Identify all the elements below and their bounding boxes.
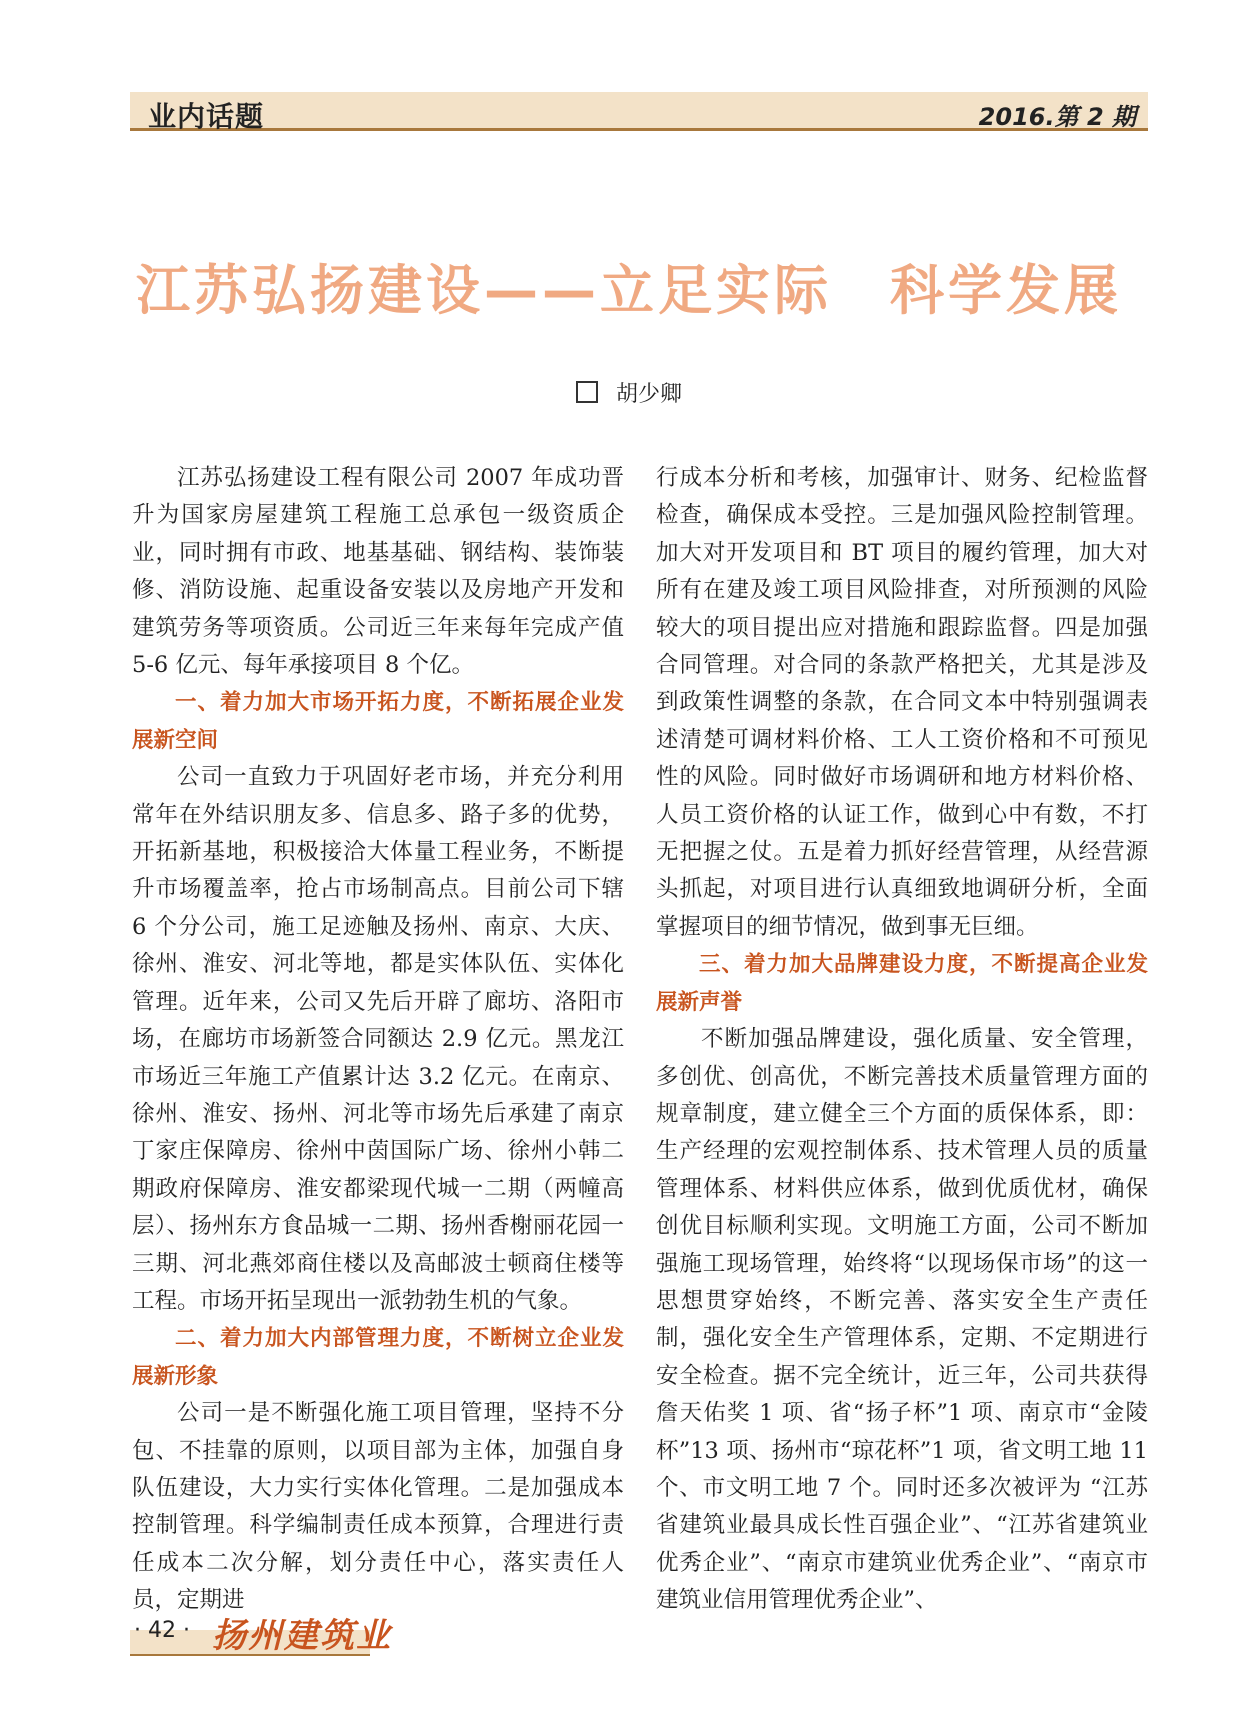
byline (0, 377, 1258, 408)
issue-label: 2016.第 2 期 (978, 103, 1136, 131)
section-heading: 一、着力加大市场开拓力度，不断拓展企业发展新空间 (132, 690, 624, 753)
article-title: 江苏弘扬建设——立足实际 科学发展 (136, 259, 1122, 322)
section-heading: 二、着力加大内部管理力度，不断树立企业发展新形象 (132, 1326, 624, 1389)
left-column (132, 460, 624, 1620)
paragraph: 公司一直致力于巩固好老市场，并充分利用常年在外结识朋友多、信息多、路子多的优势，开拓新基地，积极接洽大体量工程业务，不断提升市场覆盖率，抢占市场制高点。目前公司下辖 6 个分公司，施工足迹触及扬州、南京、大庆、徐州、淮安、河北等地，都是实体队伍、实体化管理。近年来，公司又先后开辟了廊坊、洛阳市场，在廊坊市场新签合同额达 2.9 亿元。黑龙江市场近三年施工产值累计达 3.2 亿元。在南京、徐州、淮安、扬州、河北等市场先后承建了南京丁家庄保障房、徐州中茵国际广场、徐州小韩二期政府保障房、淮安都梁现代城一二期（两幢高层）、扬州东方食品城一二期、扬州香榭丽花园一三期、河北燕郊商住楼以及高邮波士顿商住楼等工程。市场开拓呈现出一派勃勃生机的气象。 (132, 764, 624, 1314)
paragraph: 行成本分析和考核，加强审计、财务、纪检监督检查，确保成本受控。三是加强风险控制管理。加大对开发项目和 BT 项目的履约管理，加大对所有在建及竣工项目风险排查，对所预测的风险较大的项目提出应对措施和跟踪监督。四是加强合同管理。对合同的条款严格把关，尤其是涉及到政策性调整的条款，在合同文本中特别强调表述清楚可调材料价格、工人工资价格和不可预见性的风险。同时做好市场调研和地方材料价格、人员工资价格的认证工作，做到心中有数，不打无把握之仗。五是着力抓好经营管理，从经营源头抓起，对项目进行认真细致地调研分析，全面掌握项目的细节情况，做到事无巨细。 (656, 465, 1148, 940)
right-column (656, 460, 1148, 1620)
magazine-logo: 扬州建筑业 (212, 1616, 392, 1656)
section-heading: 三、着力加大品牌建设力度，不断提高企业发展新声誉 (656, 952, 1148, 1015)
section-label: 业内话题 (148, 100, 265, 133)
paragraph: 江苏弘扬建设工程有限公司 2007 年成功晋升为国家房屋建筑工程施工总承包一级资质企业，同时拥有市政、地基基础、钢结构、装饰装修、消防设施、起重设备安装以及房地产开发和建筑劳务等项资质。公司近三年来每年完成产值 5-6 亿元、每年承接项目 8 个亿。 (132, 465, 624, 679)
paragraph: 公司一是不断强化施工项目管理，坚持不分包、不挂靠的原则，以项目部为主体，加强自身队伍建设，大力实行实体化管理。二是加强成本控制管理。科学编制责任成本预算，合理进行责任成本二次分解，划分责任中心，落实责任人员，定期进 (132, 1400, 624, 1614)
page-number: · 42 · (134, 1618, 190, 1643)
author-name: 胡少卿 (615, 382, 682, 407)
paragraph: 不断加强品牌建设，强化质量、安全管理，多创优、创高优，不断完善技术质量管理方面的规章制度，建立健全三个方面的质保体系，即：生产经理的宏观控制体系、技术管理人员的质量管理体系、材料供应体系，做到优质优材，确保创优目标顺利实现。文明施工方面，公司不断加强施工现场管理，始终将“以现场保市场”的这一思想贯穿始终，不断完善、落实安全生产责任制，强化安全生产管理体系，定期、不定期进行安全检查。据不完全统计，近三年，公司共获得詹天佑奖 1 项、省“扬子杯”1 项、南京市“金陵杯”13 项、扬州市“琼花杯”1 项，省文明工地 11 个、市文明工地 7 个。同时还多次被评为 “江苏省建筑业最具成长性百强企业”、“江苏省建筑业优秀企业”、“南京市建筑业优秀企业”、“南京市建筑业信用管理优秀企业”、 (656, 1026, 1148, 1614)
square-icon (576, 381, 598, 403)
